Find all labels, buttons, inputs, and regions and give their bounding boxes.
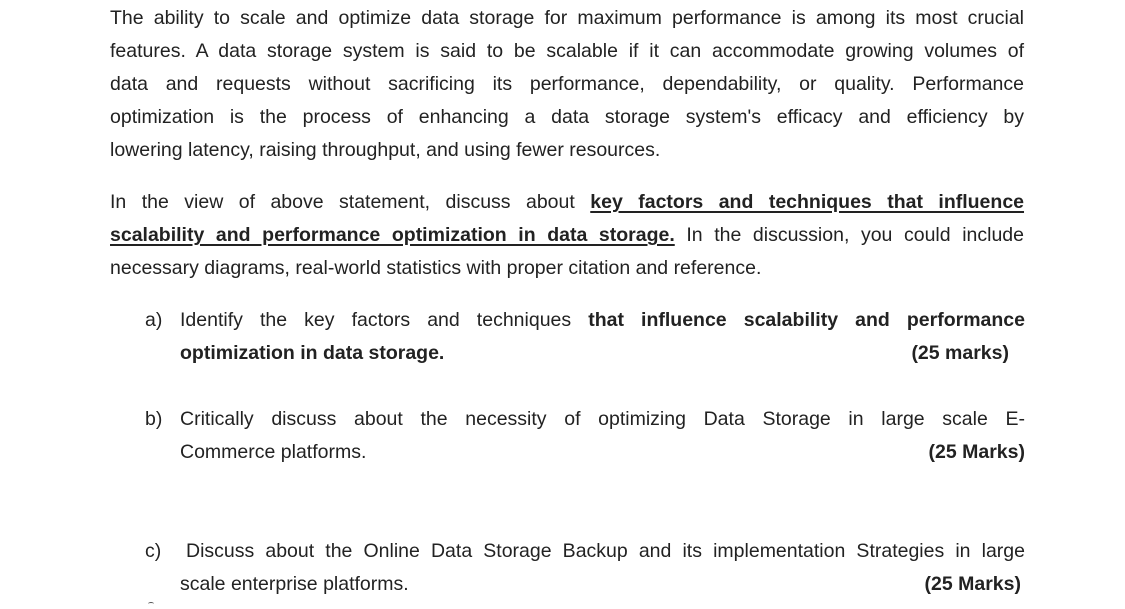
question-b-body [180,403,1025,469]
task-line-3: necessary diagrams, real-world statistics with proper citation and reference. [110,257,762,279]
question-c-body [180,535,1025,601]
task-line-2 [110,219,1024,252]
task-line-2-text: In the discussion, you could include [674,224,1024,246]
intro-line-3: data and requests without sacrificing its performance, dependability, or quality. Performance [110,73,1024,95]
intro-line-1: The ability to scale and optimize data storage for maximum performance is among its most crucial [110,7,1024,29]
question-a-text: Identify the key factors and techniques [180,309,589,331]
task-emphasis-2: scalability and performance optimization in data storage. [110,224,675,246]
cutoff-next-marker [148,602,154,606]
question-c-text-2: scale enterprise platforms. [180,573,409,595]
question-c-line-1: Discuss about the Online Data Storage Backup and its implementation Strategies in large [186,540,1025,562]
task-emphasis-1: key factors and techniques that influence [590,191,1025,213]
task-line-1-text: In the view of above statement, discuss about [110,191,591,213]
question-a-line-2 [180,337,1025,370]
task-line-1 [110,186,1024,219]
question-b-marks: (25 Marks) [928,441,1025,463]
question-a-line-1 [180,304,1025,337]
question-c-marks: (25 Marks) [924,573,1021,595]
question-c-line-2 [180,568,1025,601]
question-a-emphasis-2: optimization in data storage. [180,342,445,364]
intro-line-2: features. A data storage system is said to be scalable if it can accommodate growing volumes of [110,40,1024,62]
question-a-marker: a) [145,309,163,331]
question-a-body [180,304,1025,370]
question-a-marks: (25 marks) [911,342,1009,364]
task-paragraph [110,186,1024,285]
question-b-line-1: Critically discuss about the necessity of optimizing Data Storage in large scale E- [180,408,1025,430]
intro-line-5: lowering latency, raising throughput, and using fewer resources. [110,139,661,161]
question-b-marker: b) [145,408,163,430]
question-b-text-2: Commerce platforms. [180,441,367,463]
question-c-marker: c) [145,540,162,562]
question-a-emphasis: that influence scalability and performance [588,309,1025,331]
intro-line-4: optimization is the process of enhancing a data storage system's efficacy and efficiency by [110,106,1024,128]
question-b-line-2 [180,436,1025,469]
intro-paragraph [110,2,1024,167]
